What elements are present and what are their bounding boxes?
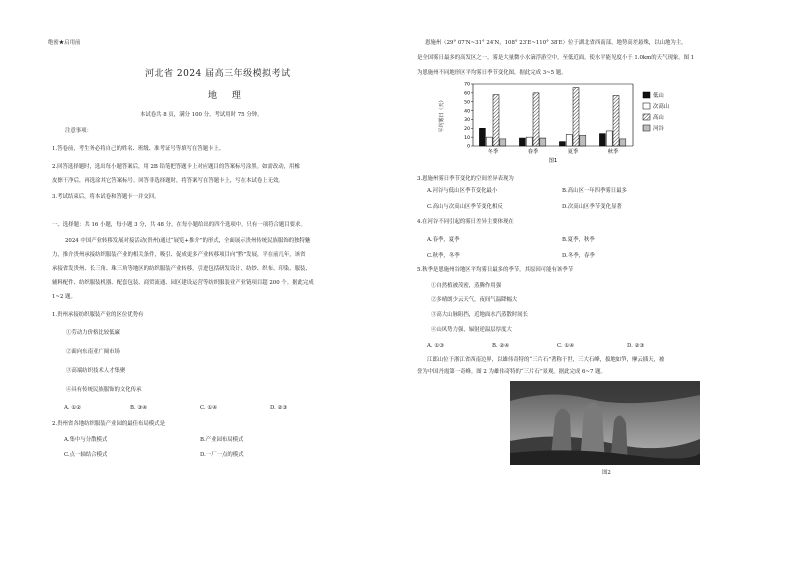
legend-swatch-次高山 — [643, 103, 650, 109]
q1-option-3: ③高端纺织技术人才集聚 — [66, 368, 126, 374]
bar-次高山-秋季 — [606, 131, 612, 146]
y-axis-label: 平均雾日（天） — [439, 97, 445, 133]
passage-line-5: 1~2 题。 — [52, 294, 76, 300]
q3-choice-c: C.高山与次高山区季节变化相反 — [427, 204, 503, 210]
y-tick-label: 40 — [464, 109, 470, 115]
figure-1-caption: 图1 — [548, 158, 558, 164]
bar-高山-秋季 — [613, 96, 619, 146]
figure-1-chart — [437, 78, 697, 168]
q2-choice-c: C.点一轴结合模式 — [64, 452, 108, 458]
note-3: 3.考试结束后，将本试卷和答题卡一并交回。 — [52, 194, 160, 200]
bar-河谷-夏季 — [580, 135, 586, 146]
exam-title: 河北省 2024 届高三年级模拟考试 — [145, 69, 291, 79]
question-1: 1.贵州承接纺织服装产业的区位优势有 — [52, 312, 144, 318]
passage-line-1: 2024 中国产业转移发展对接活动(贵州)通过“展览+推介”的形式，全面展示贵州传统民族服饰的独特魅 — [65, 238, 311, 244]
x-tick-label: 秋季 — [607, 149, 619, 155]
q2-choice-b: B.产业园布局模式 — [200, 437, 244, 443]
q4-choice-b: B.夏季，秋季 — [562, 237, 595, 243]
x-tick-label: 春季 — [527, 149, 539, 155]
passage-intro-line-2: 是全国雾日最多的高发区之一，雾是大量微小水滴浮游空中，至低近面，使水平能见度小于 1.0km的天气现象。图 1 — [417, 55, 695, 61]
q4-choice-d: D.冬季，春季 — [562, 253, 595, 259]
q1-option-4: ④具有传统民族服饰的文化传承 — [66, 387, 142, 393]
legend-label: 低山 — [653, 93, 664, 99]
passage-intro-line-3: 为恩施州不同地形区平均雾日季节变化图，据此完成 3~5 题。 — [417, 70, 567, 76]
q4-choice-c: C.秋季，冬季 — [427, 253, 460, 259]
y-tick-label: 20 — [464, 126, 470, 132]
q3-choice-d: D.次高山区季节变化显著 — [562, 204, 622, 210]
q5-choice-d: D. ②③ — [627, 343, 645, 349]
y-tick-label: 10 — [464, 135, 470, 141]
legend-label: 河谷 — [653, 126, 664, 132]
bar-次高山-夏季 — [566, 134, 572, 146]
bar-低山-秋季 — [599, 134, 605, 146]
q5-option-1: ①自然植被茂密，蒸腾作用强 — [431, 283, 502, 289]
bar-高山-冬季 — [493, 95, 499, 146]
bar-低山-夏季 — [559, 142, 565, 146]
notes-title: 注意事项： — [65, 128, 92, 134]
q1-option-2: ②面向东南亚广阔市场 — [66, 349, 120, 355]
q3-choice-a: A.河谷与低山区季节变化最小 — [427, 188, 498, 194]
bar-次高山-冬季 — [486, 137, 492, 146]
q3-choice-b: B.高山区一年四季雾日最多 — [562, 188, 627, 194]
q1-option-1: ①劳动力价格比较低廉 — [66, 330, 120, 336]
legend-swatch-低山 — [643, 92, 650, 98]
q5-option-2: ②多晴朗少云天气，夜间气温降幅大 — [431, 297, 518, 303]
x-tick-label: 夏季 — [567, 149, 579, 155]
passage-line-2: 力，推介贵州承接纺织服装产业的相关条件，吸引、促成更多产业转移项目向“黔”发展，平在前几年，该省 — [52, 252, 306, 258]
note-2-line1: 2.回答选择题时，选出每小题答案后，用 2B 铅笔把答题卡上对应题目的答案标号涂黑。如需改动，用橡 — [52, 164, 300, 170]
passage-line-3: 承接省发贵州、长三角、珠三角等地区的纺织服装产业转移，引进包括研发设计、纺纱、织布、印染、服装、 — [52, 266, 311, 272]
bar-低山-春季 — [519, 138, 525, 146]
passage-intro-line-1: 恩施州（29° 07′N~31° 24′N，108° 23′E~110° 38′E）位于湖北省西南部，地势高差悬殊，以山地为主， — [425, 40, 687, 46]
passage-jianglang-line-1: 江郎山位于浙江省西南边界，以雄伟奇特的“三片石”著称于世，三大石峰，拔地如笋，摩云插天，被 — [427, 357, 665, 363]
passage-line-4: 辅料配件、纺织服装机器、配套包装、商贸流通、园区建设运营等纺织服装业产业链项目超 200 个。据此完成 — [52, 280, 314, 286]
bar-次高山-春季 — [526, 137, 532, 146]
x-tick-label: 冬季 — [487, 149, 499, 155]
q4-choice-a: A.春季，夏季 — [427, 237, 460, 243]
y-tick-label: 60 — [464, 91, 470, 97]
q5-choice-c: C. ①④ — [557, 343, 575, 349]
passage-jianglang-line-2: 誉为中国丹霞第一奇峰。图 2 为雄伟奇特的“三片石”景观。据此完成 6~7 题。 — [417, 369, 606, 375]
y-tick-label: 50 — [464, 100, 470, 106]
q1-choice-b: B. ③④ — [130, 405, 148, 411]
confidential-mark: 绝密★启用前 — [48, 40, 81, 46]
question-4: 4.在河谷不同引起的雾日差异主要体现在 — [417, 219, 514, 225]
bar-高山-春季 — [533, 93, 539, 146]
question-2: 2.贵州省各地纺织服装产业园的最佳布局模式是 — [52, 421, 165, 427]
bar-河谷-春季 — [540, 138, 546, 146]
q2-choice-a: A.集中与分散模式 — [64, 437, 108, 443]
q1-choice-c: C. ①④ — [200, 405, 218, 411]
three-stone-peaks-image — [510, 381, 700, 465]
subject-title: 地 理 — [208, 91, 247, 101]
legend-swatch-高山 — [643, 114, 650, 120]
legend-swatch-河谷 — [643, 125, 650, 131]
q2-choice-d: D.一厂一点的模式 — [200, 452, 244, 458]
q5-option-4: ④山风势力强，辐射逆温层厚度大 — [431, 327, 512, 333]
q5-choice-b: B. ②④ — [492, 343, 510, 349]
figure-2-photo — [510, 381, 700, 465]
legend-label: 高山 — [653, 115, 664, 121]
q5-option-3: ③高大山脉阻挡，近地面水汽蒸散时间长 — [431, 312, 529, 318]
figure-2-caption: 图2 — [602, 470, 611, 476]
q1-choice-a: A. ①② — [64, 405, 81, 411]
y-tick-label: 0 — [467, 144, 470, 150]
bar-河谷-冬季 — [500, 139, 506, 146]
section-1-heading: 一、选择题：共 16 小题，每小题 3 分，共 48 分。在每小题给出的四个选项中，只有一项符合题目要求。 — [52, 222, 306, 228]
q1-choice-d: D. ②③ — [270, 405, 288, 411]
bar-chart — [437, 78, 697, 168]
question-5: 5.秋季是恩施州谷地区平均雾日最多的季节，其原因可能有该季节 — [417, 267, 574, 273]
bar-低山-冬季 — [479, 128, 485, 146]
bar-高山-夏季 — [573, 88, 579, 146]
y-tick-label: 70 — [464, 82, 470, 88]
note-2-line2: 皮擦干净后，再选涂其它答案标号。回答非选择题时，将答案写在答题卡上，写在本试卷上无效。 — [52, 178, 284, 184]
q5-choice-a: A. ①③ — [427, 343, 444, 349]
note-1: 1.答卷前，考生务必将自己的姓名、班级、准考证号等填写在答题卡上。 — [52, 146, 225, 152]
y-tick-label: 30 — [464, 118, 470, 124]
legend-label: 次高山 — [653, 104, 670, 110]
question-3: 3.恩施州雾日季节变化的空间差异表现为 — [417, 176, 514, 182]
bar-河谷-秋季 — [620, 139, 626, 146]
exam-info: 本试卷共 8 页，满分 100 分，考试用时 75 分钟。 — [140, 112, 263, 118]
